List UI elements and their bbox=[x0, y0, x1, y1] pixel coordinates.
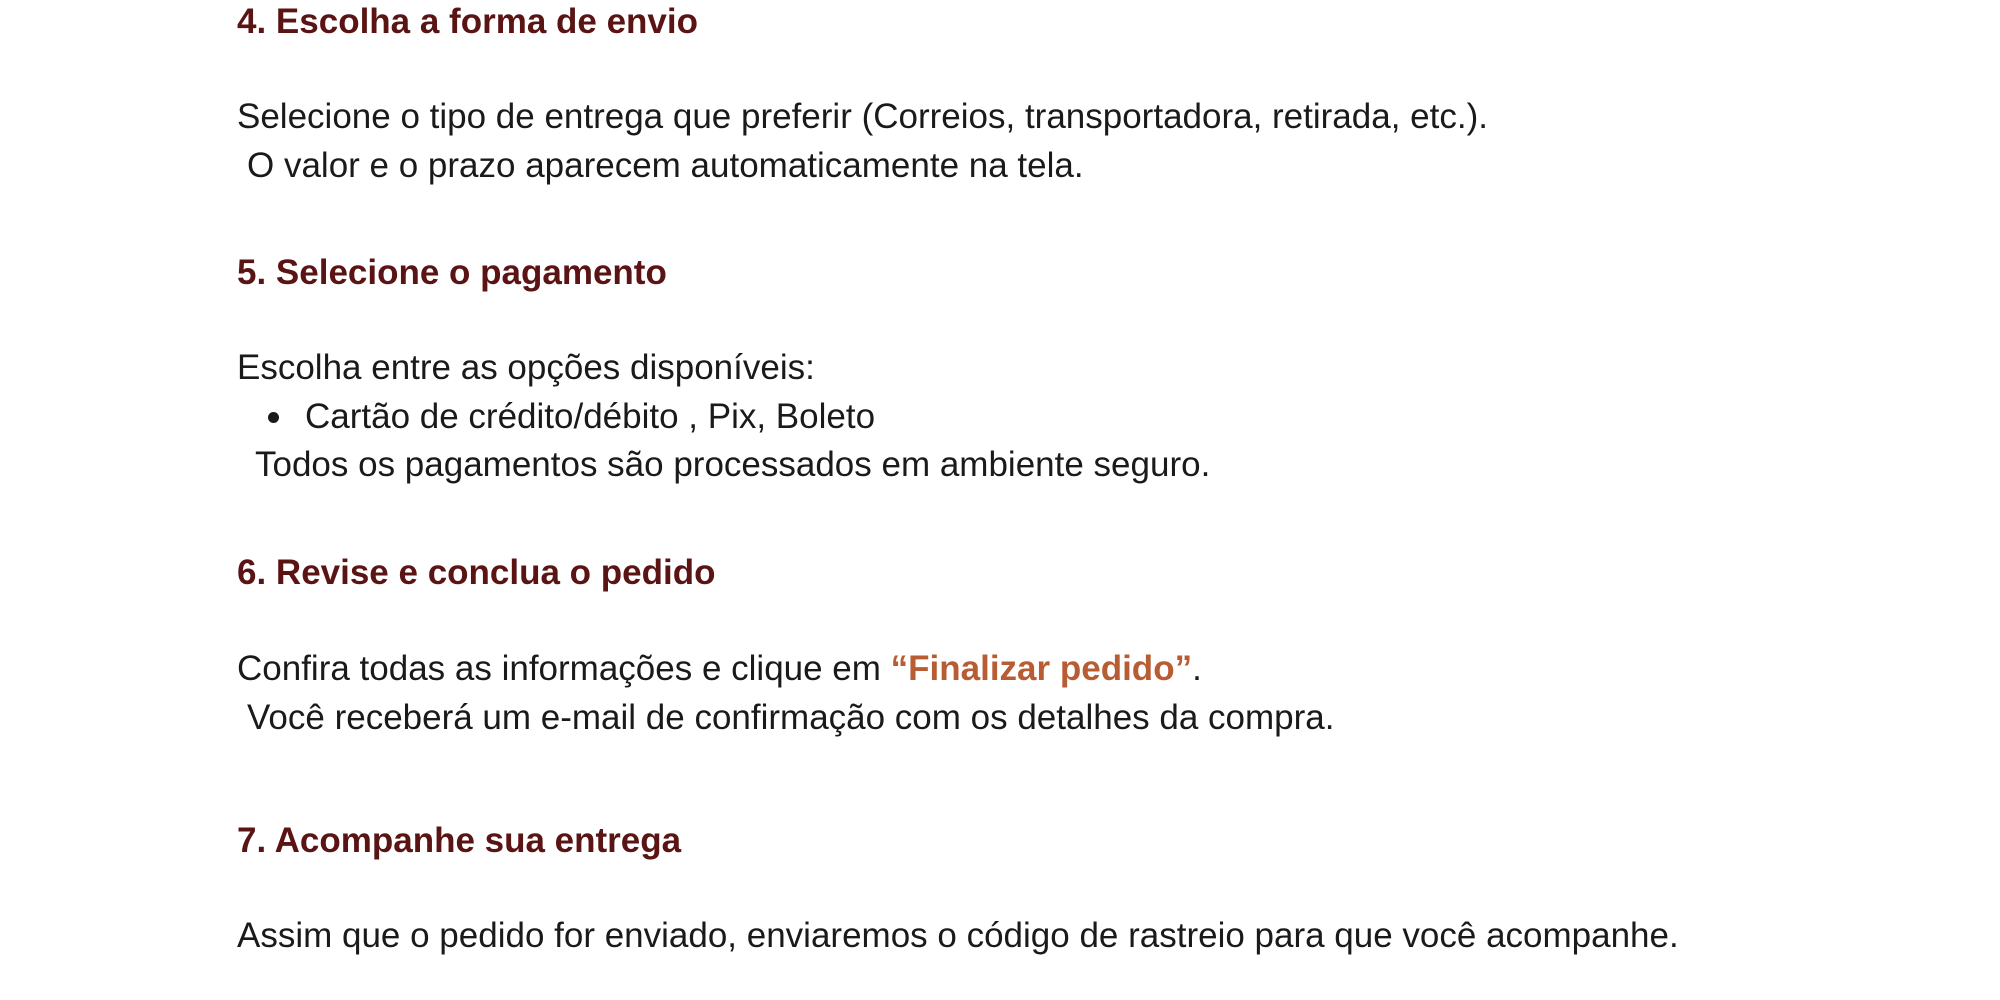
section-6-heading: 6. Revise e conclua o pedido bbox=[237, 553, 716, 592]
section-7-line-1: Assim que o pedido for enviado, enviaremos o código de rastreio para que você acompanhe. bbox=[237, 916, 1679, 955]
section-6-line-1-end: . bbox=[1192, 649, 1202, 688]
section-4-line-2: O valor e o prazo aparecem automaticamente na tela. bbox=[247, 145, 1084, 185]
section-6-line-1 bbox=[237, 645, 1334, 694]
section-5-security-note: Todos os pagamentos são processados em ambiente seguro. bbox=[255, 445, 1211, 484]
finalize-order-highlight: “Finalizar pedido” bbox=[890, 649, 1193, 688]
section-4-heading: 4. Escolha a forma de envio bbox=[237, 2, 698, 41]
section-6-body bbox=[237, 645, 1334, 742]
section-4-line-1: Selecione o tipo de entrega que preferir (Correios, transportadora, retirada, etc.). bbox=[237, 97, 1488, 136]
section-5-heading: 5. Selecione o pagamento bbox=[237, 253, 667, 292]
section-7-body bbox=[237, 912, 1679, 961]
list-item bbox=[237, 393, 1210, 442]
section-6-line-1-text: Confira todas as informações e clique em bbox=[237, 649, 891, 688]
section-5-body bbox=[237, 344, 1210, 490]
section-7-heading: 7. Acompanhe sua entrega bbox=[237, 821, 682, 860]
bullet-icon bbox=[268, 412, 279, 423]
payment-options-list bbox=[237, 393, 1210, 442]
section-6-line-2: Você receberá um e-mail de confirmação com os detalhes da compra. bbox=[247, 697, 1335, 737]
section-4-body bbox=[237, 93, 1488, 190]
section-5-intro: Escolha entre as opções disponíveis: bbox=[237, 348, 815, 387]
payment-options-text: Cartão de crédito/débito , Pix, Boleto bbox=[305, 396, 876, 436]
